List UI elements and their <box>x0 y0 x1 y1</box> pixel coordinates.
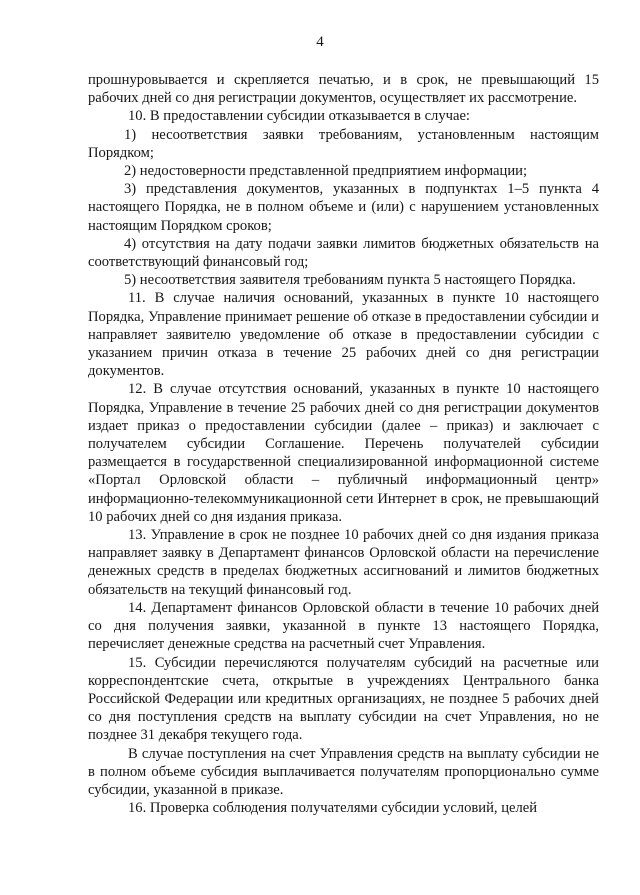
subitem-10-5: 5) несоответствия заявителя требованиям пункта 5 настоящего Порядка. <box>124 272 576 289</box>
page-number: 4 <box>316 34 324 50</box>
paragraph-item-15-note: В случае поступления на счет Управления средств на выплату субсидии не в полном объеме субсидия выплачивается получателям пропорционально сумме субсидии, указанной в приказе. <box>88 745 599 798</box>
subitem-10-3: 3) представления документов, указанных в подпунктах 1–5 пункта 4 настоящего Порядка, не в полном объеме и (или) с нарушением установленных настоящим Порядком сроков; <box>88 181 599 234</box>
document-body <box>88 71 599 817</box>
paragraph-item-10: 10. В предоставлении субсидии отказывается в случае: <box>128 108 470 125</box>
subitem-10-1: 1) несоответствия заявки требованиям, установленным настоящим Порядком; <box>88 126 599 161</box>
paragraph-item-14: 14. Департамент финансов Орловской области в течение 10 рабочих дней со дня получения заявки, указанной в пункте 13 настоящего Порядка, перечисляет денежные средства на расчетный счет Управления. <box>88 599 599 653</box>
subitem-10-2: 2) недостоверности представленной предприятием информации; <box>124 163 528 180</box>
paragraph-continuation: прошнуровывается и скрепляется печатью, и в срок, не превышающий 15 рабочих дней со дня регистрации документов, осуществляет их рассмотрение. <box>88 72 599 107</box>
paragraph-item-12: 12. В случае отсутствия оснований, указанных в пункте 10 настоящего Порядка, Управление в течение 25 рабочих дней со дня регистрации документов издает приказ о предоставлении субсидии (далее – приказ) и заключает с получателем субсидии Соглашение. Перечень получателей субсидии размещается в государственной специализированной информационной системе «Портал Орловской области – публичный информационный центр» информационно-телекоммуникационной сети Интернет в срок, не превышающий 10 рабочих дней со дня издания приказа. <box>88 381 599 525</box>
subitem-10-4: 4) отсутствия на дату подачи заявки лимитов бюджетных обязательств на соответствующий финансовый год; <box>88 235 599 271</box>
paragraph-item-16: 16. Проверка соблюдения получателями субсидии условий, целей <box>128 800 538 817</box>
paragraph-item-15: 15. Субсидии перечисляются получателям субсидий на расчетные или корреспондентские счета, открытые в учреждениях Центрального банка Российской Федерации или кредитных организациях, не позднее 5 рабочих дней со дня поступления средств на выплату субсидии на счет Управления, но не позднее 31 декабря текущего года. <box>88 654 599 744</box>
paragraph-item-11: 11. В случае наличия оснований, указанных в пункте 10 настоящего Порядка, Управление принимает решение об отказе в предоставлении субсидии и направляет заявителю уведомление об отказе в предоставлении субсидии с указанием причин отказа в течение 25 рабочих дней со дня регистрации документов. <box>88 290 599 380</box>
paragraph-item-13: 13. Управление в срок не позднее 10 рабочих дней со дня издания приказа направляет заявку в Департамент финансов Орловской области на перечисление денежных средств в пределах бюджетных ассигнований и лимитов бюджетных обязательств на текущий финансовый год. <box>88 527 599 598</box>
